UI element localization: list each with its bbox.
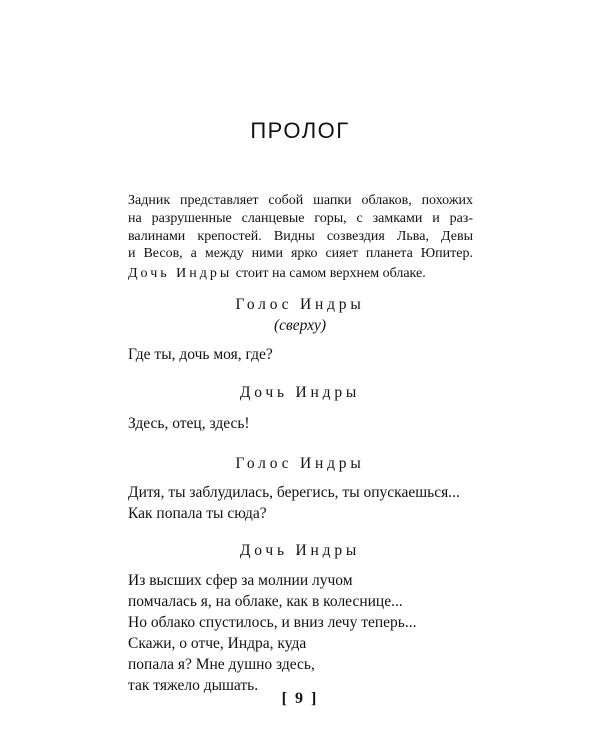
speech-line: Из высших сфер за молнии лучом xyxy=(128,572,353,589)
stage-character: Дочь Индры xyxy=(128,266,233,282)
page-title: ПРОЛОГ xyxy=(250,118,350,143)
speech-line: Но облако спустилось, и вниз лечу теперь... xyxy=(128,614,417,631)
speech-block xyxy=(128,482,488,524)
stage-line: на разрушенные сланцевые горы, с замками и раз- xyxy=(128,210,473,226)
stage-action xyxy=(128,265,473,283)
speech-line: помчалась я, на облаке, как в колеснице... xyxy=(128,593,403,610)
stage-action-text: стоит на самом верхнем облаке. xyxy=(232,266,426,282)
page-number-value: 9 xyxy=(295,690,305,707)
speech-line: Как попала ты сюда? xyxy=(128,505,267,522)
speech-line: Дитя, ты заблудилась, берегись, ты опускаешься... xyxy=(128,484,460,501)
page-number-bracket-close: ] xyxy=(311,690,319,707)
speech-line: Скажи, о отче, Индра, куда xyxy=(128,635,307,652)
speech-block xyxy=(128,413,488,434)
speech-line: Где ты, дочь моя, где? xyxy=(128,346,273,363)
speech-block xyxy=(128,570,488,696)
page-number xyxy=(0,690,600,708)
stage-remark: (сверху) xyxy=(273,317,326,334)
stage-line: и Весов, а между ними ярко сияет планета Юпитер. xyxy=(128,246,473,262)
speaker-name: Дочь Индры xyxy=(239,542,361,559)
stage-direction xyxy=(128,192,473,283)
speaker-name: Дочь Индры xyxy=(239,384,361,401)
speech-line: попала я? Мне душно здесь, xyxy=(128,656,315,673)
speaker-name: Голос Индры xyxy=(235,455,365,472)
speech-block xyxy=(128,344,488,365)
speech-line: так тяжело дышать. xyxy=(128,677,259,694)
speaker-name: Голос Индры xyxy=(235,296,365,313)
stage-line: Задник представляет собой шапки облаков, похожих xyxy=(128,193,473,208)
speech-line: Здесь, отец, здесь! xyxy=(128,415,250,432)
stage-line: валинами крепостей. Видны созвездия Льва, Девы xyxy=(128,228,473,244)
page-number-bracket-open: [ xyxy=(281,690,289,707)
